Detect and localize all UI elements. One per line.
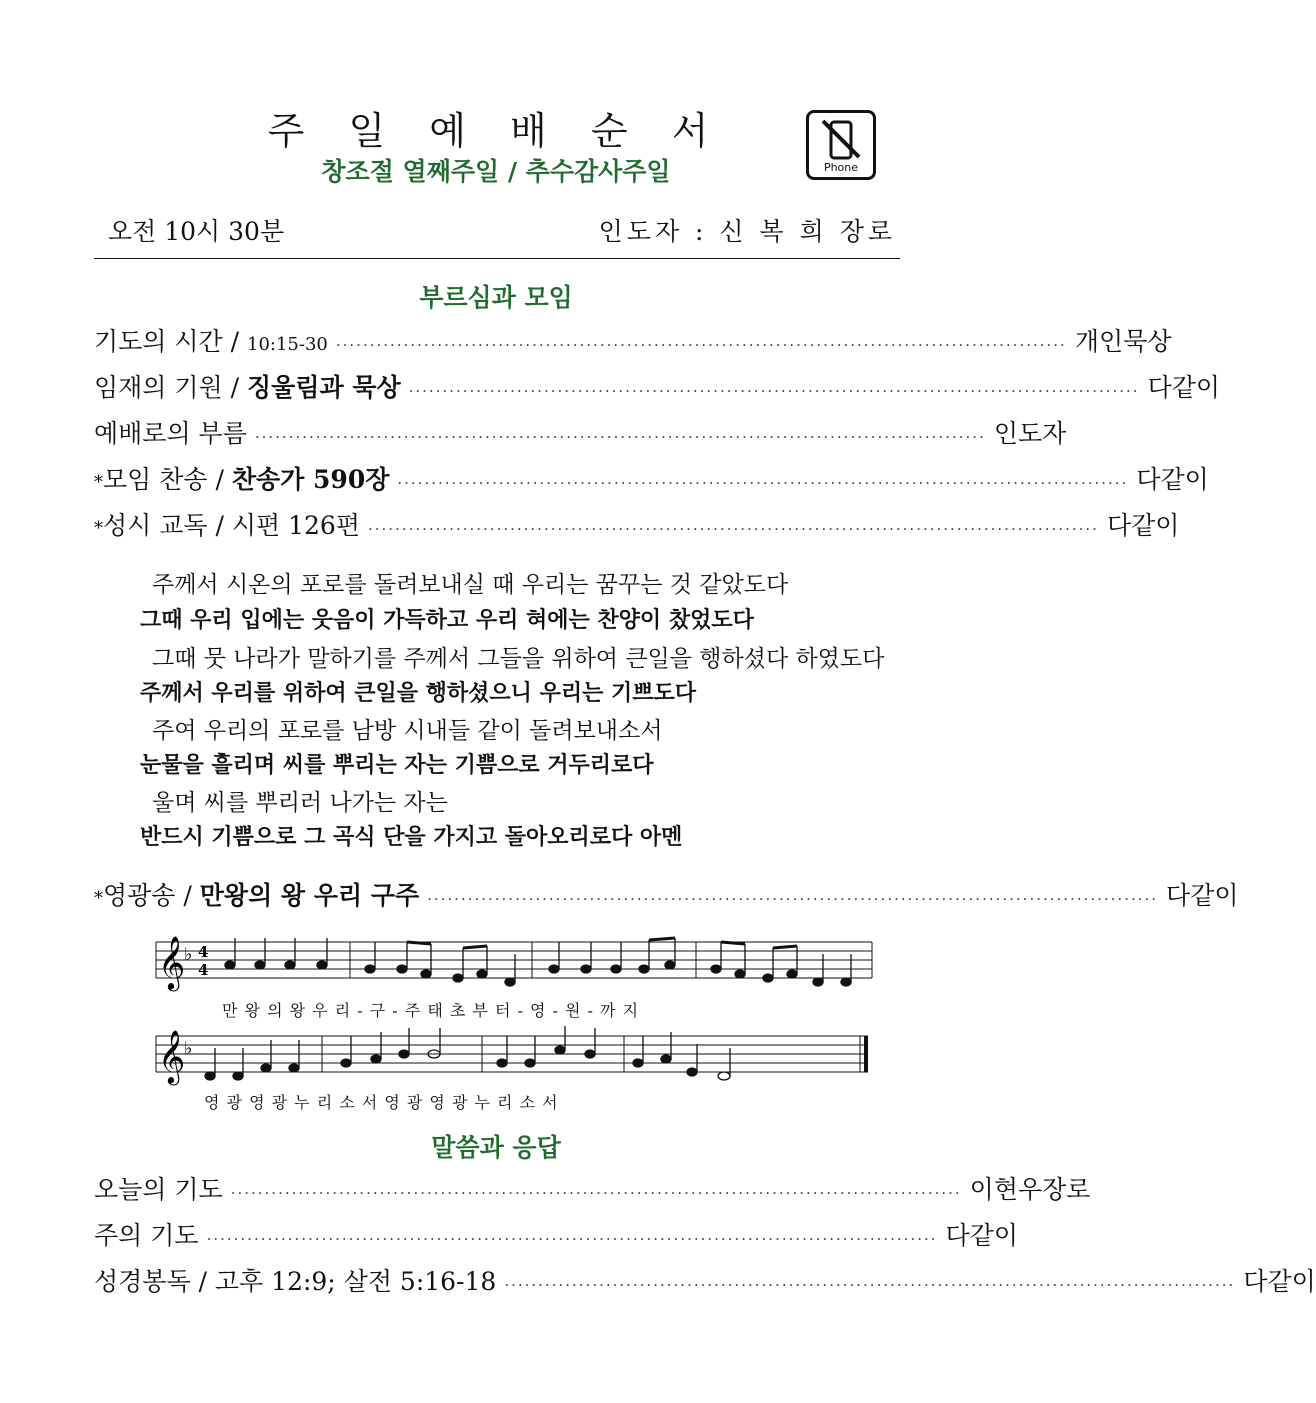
order-item bbox=[94, 1216, 1018, 1256]
music-staff-2 bbox=[150, 1024, 876, 1094]
music-staff-1 bbox=[150, 930, 876, 1000]
section-title-word: 말씀과 응답 bbox=[431, 1133, 561, 1162]
reading-response-line: 반드시 기쁨으로 그 곡식 단을 가지고 돌아오리로다 아멘 bbox=[140, 825, 683, 850]
order-label: 성시 교독 / 시편 126편 bbox=[103, 511, 360, 540]
order-bold: 찬송가 590장 bbox=[231, 465, 390, 494]
order-item bbox=[94, 460, 1209, 500]
order-item bbox=[94, 506, 1180, 546]
order-item bbox=[94, 322, 1172, 362]
reading-leader-line: 그때 뭇 나라가 말하기를 주께서 그들을 위하여 큰일을 행하셨다 하였도다 bbox=[152, 646, 885, 672]
order-extra: 10:15-30 bbox=[247, 334, 328, 355]
order-item bbox=[94, 1262, 1316, 1302]
leader-dots: ············································································································ bbox=[427, 890, 1159, 908]
order-label: 주의 기도 bbox=[94, 1221, 199, 1250]
reading-leader-line: 주께서 시온의 포로를 돌려보내실 때 우리는 꿈꾸는 것 같았도다 bbox=[152, 572, 789, 598]
order-performer: 다 같 이 bbox=[1166, 881, 1239, 910]
order-item bbox=[94, 368, 1221, 408]
page-title: 주 일 예 배 순 서 bbox=[267, 109, 725, 153]
order-performer: 다 같 이 bbox=[1147, 373, 1221, 402]
leader-dots: ············································································································ bbox=[504, 1276, 1236, 1294]
phone-label: Phone bbox=[823, 161, 859, 174]
standing-mark: * bbox=[94, 888, 103, 909]
order-performer: 다 같 이 bbox=[1136, 465, 1209, 494]
order-label: 예배로의 부름 bbox=[94, 419, 247, 448]
order-bold: 징울림과 묵상 bbox=[247, 373, 401, 402]
leader-dots: ············································································································ bbox=[230, 1184, 962, 1202]
order-performer: 이 현 우 장 로 bbox=[969, 1175, 1091, 1204]
order-performer: 다 같 이 bbox=[1106, 511, 1180, 540]
leader-dots: ············································································································ bbox=[367, 520, 1099, 538]
order-performer: 다 같 이 bbox=[1243, 1267, 1316, 1296]
treble-clef-icon: 𝄞 bbox=[158, 935, 186, 989]
order-label: 임재의 기원 / bbox=[94, 373, 248, 402]
svg-text:4: 4 bbox=[198, 943, 209, 961]
order-performer: 인 도 자 bbox=[993, 419, 1067, 448]
order-label: 영광송 / bbox=[103, 881, 200, 910]
flat-icon: ♭ bbox=[184, 944, 193, 965]
reading-response-line: 주께서 우리를 위하여 큰일을 행하셨으니 우리는 기쁘도다 bbox=[140, 681, 697, 706]
treble-clef-icon: 𝄞 bbox=[158, 1029, 186, 1083]
leader-dots: ············································································································ bbox=[408, 382, 1140, 400]
standing-mark: * bbox=[94, 472, 103, 493]
service-leader: 인도자 : 신 복 희 장로 bbox=[598, 217, 896, 246]
order-item bbox=[94, 1170, 1091, 1210]
service-time: 오전 10시 30분 bbox=[108, 217, 285, 246]
order-item bbox=[94, 414, 1067, 454]
leader-dots: ············································································································ bbox=[206, 1230, 938, 1248]
order-label: 성경봉독 / 고후 12:9; 살전 5:16-18 bbox=[94, 1267, 497, 1296]
order-item-gloria bbox=[94, 876, 1239, 916]
section-title-calling: 부르심과 모임 bbox=[419, 283, 573, 312]
header-divider bbox=[94, 258, 900, 259]
leader-dots: ············································································································ bbox=[397, 474, 1129, 492]
reading-leader-line: 주여 우리의 포로를 남방 시내들 같이 돌려보내소서 bbox=[152, 718, 663, 744]
order-label: 모임 찬송 / bbox=[103, 465, 232, 494]
page-subtitle: 창조절 열째주일 / 추수감사주일 bbox=[321, 157, 671, 186]
notes bbox=[225, 938, 851, 986]
lyrics-line-1: 만 왕 의 왕 우 리 - 구 - 주 태 초 부 터 - 영 - 원 - 까 지 bbox=[222, 1001, 640, 1020]
order-label: 기도의 시간 / bbox=[94, 327, 248, 356]
order-performer: 다 같 이 bbox=[945, 1221, 1018, 1250]
leader-dots: ············································································································ bbox=[335, 336, 1067, 354]
order-performer: 개 인 묵 상 bbox=[1074, 327, 1172, 356]
no-phone-icon bbox=[806, 110, 876, 180]
leader-dots: ············································································································ bbox=[254, 428, 986, 446]
reading-response-line: 그때 우리 입에는 웃음이 가득하고 우리 혀에는 찬양이 찼었도다 bbox=[140, 608, 754, 633]
order-label: 오늘의 기도 bbox=[94, 1175, 223, 1204]
order-bold: 만왕의 왕 우리 구주 bbox=[199, 881, 420, 910]
reading-response-line: 눈물을 흘리며 씨를 뿌리는 자는 기쁨으로 거두리로다 bbox=[140, 753, 654, 778]
standing-mark: * bbox=[94, 518, 103, 539]
reading-leader-line: 울며 씨를 뿌리러 나가는 자는 bbox=[152, 790, 448, 816]
lyrics-line-2: 영 광 영 광 누 리 소 서 영 광 영 광 누 리 소 서 bbox=[204, 1093, 559, 1112]
svg-text:4: 4 bbox=[198, 961, 209, 979]
flat-icon: ♭ bbox=[184, 1038, 193, 1059]
